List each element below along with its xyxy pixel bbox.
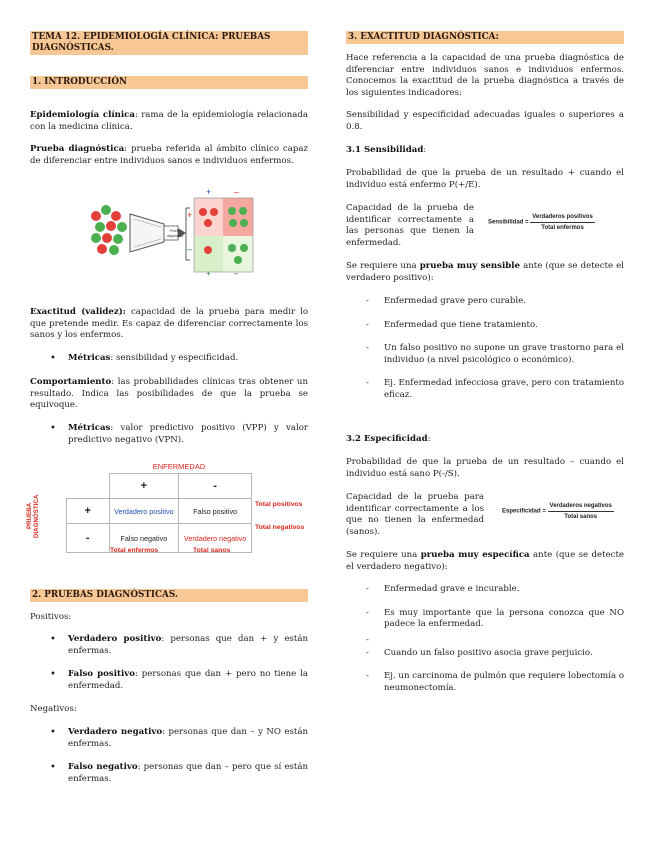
prueba-paragraph: Prueba diagnóstica: prueba referida al ámbito clínico capaz de diferenciar entre individuos sanos e individuos enfermos. <box>30 144 308 166</box>
sensibilidad-requirement: Se requiere una prueba muy sensible ante (que se detecte el verdadero positivo): <box>346 261 625 283</box>
population-faces <box>91 205 127 255</box>
list-item: - Enfermedad que tiene tratamiento. <box>346 320 624 332</box>
contingency-table <box>66 473 252 553</box>
sensibilidad-heading: 3.1 Sensibilidad: <box>346 145 427 155</box>
total-sanos: Total sanos <box>193 547 231 554</box>
diagnostic-test-illustration <box>86 186 256 276</box>
list-item: - Un falso positivo no supone un grave trastorno para el individuo (a nivel psicológico o económico). <box>346 343 624 366</box>
cell-falso-negativo: Falso negativo <box>109 524 179 553</box>
document-title: TEMA 12. EPIDEMIOLOGÍA CLÍNICA: PRUEBAS DIAGNÓSTICAS. <box>30 31 308 55</box>
svg-text:–: – <box>234 187 240 197</box>
intro-heading: 1. INTRODUCCIÓN <box>30 76 308 89</box>
sensibilidad-formula: Sensibilidad = $\frac{\text{Verdaderos positivos}}{\text{Total enfermos}}$ <box>488 214 593 231</box>
row-header-plus: + <box>67 499 110 524</box>
metricas-list-1 <box>30 353 308 365</box>
enfermedad-label: ENFERMEDAD <box>152 462 206 471</box>
negativos-list <box>30 727 308 785</box>
sensibilidad-list <box>346 296 624 401</box>
especificidad-heading: 3.2 Especificidad: <box>346 434 431 444</box>
cell-falso-positivo: Falso positivo <box>179 499 252 524</box>
list-item: - Enfermedad grave e incurable. <box>346 584 624 596</box>
col-header-minus: - <box>179 474 252 499</box>
list-item: • Verdadero negativo: personas que dan – y NO están enfermas. <box>30 727 308 750</box>
exactitud-heading: 3. EXACTITUD DIAGNÓSTICA: <box>346 31 624 44</box>
list-item: - Ej. un carcinoma de pulmón que requiere lobectomía o neumonectomía. <box>346 671 624 694</box>
especificidad-formula: Especificidad = $\frac{\text{Verdaderos negativos}}{\text{Total sanos}}$ <box>502 503 612 520</box>
col-header-plus: + <box>109 474 179 499</box>
comportamiento-paragraph: Comportamiento: las probabilidades clínicas tras obtener un resultado. Indica las posibilidades de que la prueba se equivoque. <box>30 377 308 410</box>
svg-text:–: – <box>234 269 239 276</box>
total-enfermos: Total enfermos <box>110 547 159 554</box>
list-item: - Ej. Enfermedad infecciosa grave, pero con tratamiento eficaz. <box>346 378 624 401</box>
negativos-label: Negativos: <box>30 704 77 714</box>
list-item: • Falso positivo: personas que dan + pero no tiene la enfermedad. <box>30 669 308 692</box>
svg-text:–: – <box>187 244 193 254</box>
sensibilidad-capacity: Capacidad de la prueba de identificar correctamente a las personas que tienen la enfermedad. <box>346 203 474 248</box>
prueba-diagnostica-label: PRUEBA DIAGNÓSTICA <box>26 494 40 538</box>
total-positivos: Total positivos <box>255 501 303 508</box>
list-item: - Cuando un falso positivo asocia grave perjuicio. <box>346 648 624 660</box>
svg-text:Prueba: Prueba <box>170 229 181 233</box>
epi-paragraph: Epidemiología clínica: rama de la epidemiología relacionada con la medicina clínica. <box>30 110 309 132</box>
cell-verdadero-negativo: Verdadero negativo <box>179 524 252 553</box>
especificidad-list <box>346 584 624 694</box>
list-item <box>346 635 624 646</box>
pruebas-heading: 2. PRUEBAS DIAGNÓSTICAS. <box>30 589 308 602</box>
row-header-minus: - <box>67 524 110 553</box>
exactitud-paragraph: Exactitud (validez): capacidad de la prueba para medir lo que pretende medir. Es capaz de diferenciar correctamente los sanos y los enfermos. <box>30 307 308 340</box>
list-item: • Verdadero positivo: personas que dan + y están enfermas. <box>30 634 308 657</box>
list-item: • Falso negativo: personas que dan – pero que sí están enfermas. <box>30 762 308 785</box>
list-item: - Enfermedad grave pero curable. <box>346 296 624 308</box>
especificidad-definition: Probabilidad de que la prueba de un resultado – cuando el individuo está sano P(-/S). <box>346 457 624 479</box>
list-item: • Métricas: valor predictivo positivo (VPP) y valor predictivo negativo (VPN). <box>30 423 308 446</box>
list-item: • Métricas: sensibilidad y especificidad. <box>30 353 308 365</box>
sensibilidad-definition: Probabilidad de que la prueba de un resultado + cuando el individuo está enfermo P(+/E). <box>346 168 624 190</box>
list-item: - Es muy importante que la persona conozca que NO padece la enfermedad. <box>346 608 624 631</box>
cell-verdadero-positivo: Verdadero positivo <box>109 499 179 524</box>
diagnostic-test-figure <box>86 186 256 276</box>
exactitud-threshold: Sensibilidad y especificidad adecuadas iguales o superiores a 0.8. <box>346 110 624 132</box>
especificidad-requirement: Se requiere una prueba muy específica ante (que se detecte el verdadero negativo): <box>346 550 625 572</box>
exactitud-intro: Hace referencia a la capacidad de una prueba diagnóstica de diferenciar entre individuos sanos e individuos enfermos. Conocemos la exactitud de la prueba diagnóstica a través de los siguientes indicadores: <box>346 53 624 98</box>
especificidad-capacity: Capacidad de la prueba para identificar correctamente a los que no tienen la enfermedad (sanos). <box>346 492 484 537</box>
positivos-label: Positivos: <box>30 612 72 622</box>
svg-text:+: + <box>187 210 193 220</box>
metricas-list-2 <box>30 423 308 446</box>
svg-text:+: + <box>206 269 211 276</box>
svg-text:+: + <box>206 187 212 197</box>
svg-text:diagnóstica: diagnóstica <box>167 234 184 238</box>
positivos-list <box>30 634 308 692</box>
total-negativos: Total negativos <box>255 524 305 531</box>
